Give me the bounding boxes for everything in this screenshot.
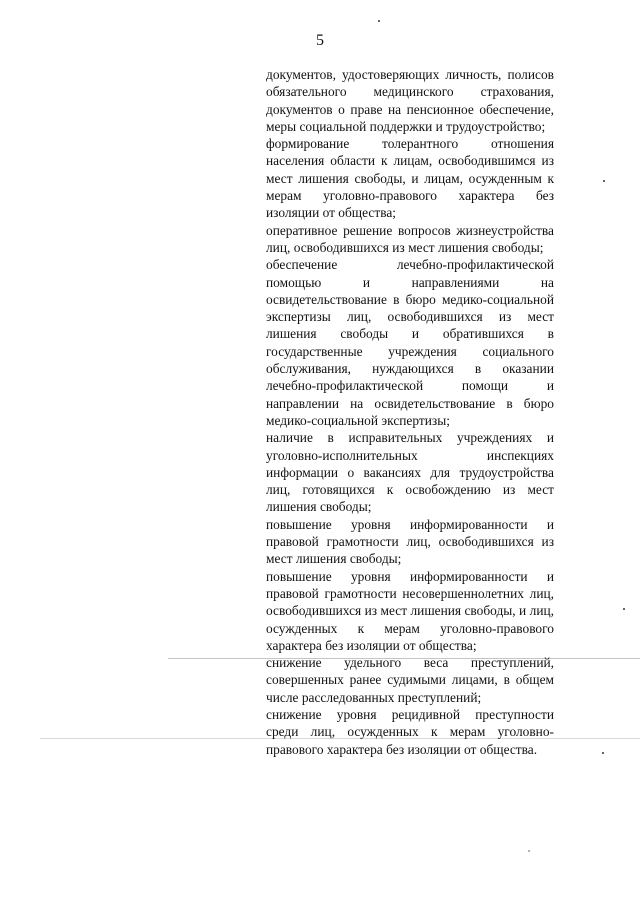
scan-artifact-line (40, 738, 640, 739)
scan-artifact-speck (602, 752, 604, 754)
list-item: снижение удельного веса преступлений, совершенных ранее судимыми лицами, в общем числе расследованных преступлений; (266, 655, 554, 705)
scan-artifact-line (168, 658, 640, 659)
list-item: формирование толерантного отношения населения области к лицам, освободившимся из мест лишения свободы, и лицам, осужденным к мерам уголовно-правового характера без изоляции от общества; (266, 136, 554, 221)
scan-artifact-speck (603, 180, 605, 182)
list-item: наличие в исправительных учреждениях и уголовно-исполнительных инспекциях информации о вакансиях для трудоустройства лиц, готовящихся к освобождению из мест лишения свободы; (266, 430, 554, 515)
list-item: снижение уровня рецидивной преступности среди лиц, осужденных к мерам уголовно-правового характера без изоляции от общества. (266, 706, 554, 757)
list-item: повышение уровня информированности и правовой грамотности лиц, освободившихся из мест лишения свободы; (266, 516, 554, 567)
document-body (266, 66, 554, 758)
list-item: повышение уровня информированности и правовой грамотности несовершеннолетних лиц, освободившихся из мест лишения свободы, и лиц, осужденных к мерам уголовно-правового характера без изоляции от общества; (266, 568, 554, 653)
page-number: 5 (316, 32, 324, 49)
scan-artifact-speck (623, 608, 625, 610)
list-item: оперативное решение вопросов жизнеустройства лиц, освободившихся из мест лишения свободы; (266, 222, 554, 255)
scan-artifact-speck (378, 20, 380, 22)
list-item: документов, удостоверяющих личность, полисов обязательного медицинского страхования, документов о праве на пенсионное обеспечение, меры социальной поддержки и трудоустройство; (266, 67, 554, 134)
list-item: обеспечение лечебно-профилактической помощью и направлениями на освидетельствование в бюро медико-социальной экспертизы лиц, освободившихся из мест лишения свободы и обратившихся в государственные учреждения социального обслуживания, нуждающихся в оказании лечебно-профилактической помощи и направлении на освидетельствование в бюро медико-социальной экспертизы; (266, 257, 554, 428)
scan-artifact-speck (528, 850, 530, 852)
